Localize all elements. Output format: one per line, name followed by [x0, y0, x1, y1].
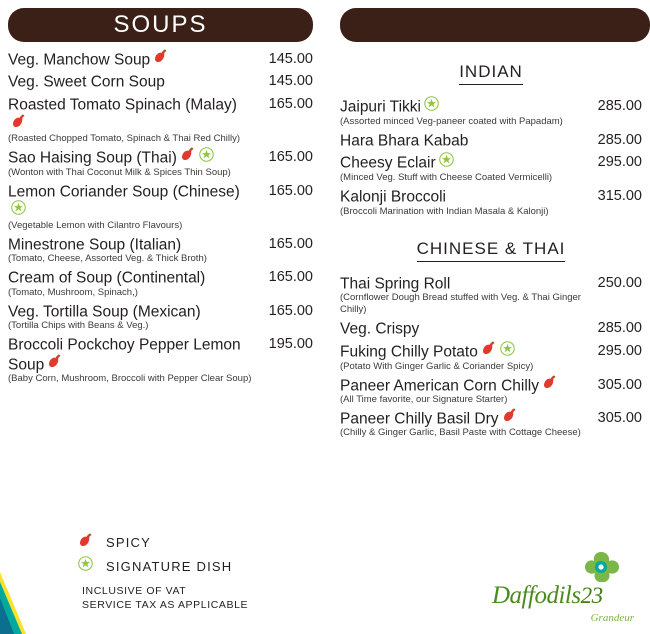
menu-item-name: Paneer Chilly Basil Dry [340, 409, 582, 428]
menu-item-price: 165.00 [268, 269, 313, 286]
decorative-corner [0, 524, 58, 634]
menu-item-left [8, 95, 261, 145]
menu-item [340, 151, 642, 185]
menu-item-left [340, 342, 590, 373]
menu-item [8, 333, 313, 386]
menu-item-name: Cream of Soup (Continental) [8, 269, 206, 287]
menu-item-left [8, 302, 261, 332]
menu-item-left [340, 376, 590, 406]
menu-item-left [8, 50, 261, 69]
brand-number: 23 [580, 583, 603, 608]
menu-item-name: Cheesy Eclair [340, 153, 582, 173]
menu-item-price: 145.00 [268, 51, 313, 67]
menu-item-name: Roasted Tomato Spinach (Malay) [8, 95, 253, 134]
spicy-icon [502, 408, 518, 427]
spicy-icon [11, 114, 27, 133]
legend [78, 530, 358, 612]
spicy-icon [542, 375, 558, 394]
soups-banner [8, 8, 313, 42]
spicy-icon [180, 147, 196, 166]
menu-item-name: Hara Bhara Kabab [340, 132, 469, 150]
menu-item-description: (Chilly & Ginger Garlic, Basil Paste with Cottage Cheese) [340, 427, 581, 439]
menu-item-price: 165.00 [268, 95, 313, 112]
menu-item-left [340, 187, 590, 217]
starters-column [340, 8, 642, 440]
menu-item [340, 185, 642, 218]
menu-section-heading: INDIAN [459, 52, 523, 85]
menu-item-description: (Roasted Chopped Tomato, Spinach & Thai Red Chilly) [8, 132, 240, 144]
menu-item-name: Veg. Manchow Soup [8, 50, 253, 69]
menu-item [8, 93, 313, 146]
menu-item [8, 48, 313, 70]
menu-item-price: 165.00 [268, 148, 313, 165]
menu-item [8, 233, 313, 266]
signature-dish-icon [199, 147, 214, 167]
menu-item-left [340, 97, 590, 128]
menu-item-description: (Tomato, Mushroom, Spinach,) [8, 286, 138, 298]
menu-item [340, 407, 642, 440]
menu-item-price: 195.00 [268, 336, 313, 353]
signature-dish-icon [11, 200, 26, 220]
soups-column [8, 8, 313, 386]
menu-item-left [8, 182, 261, 232]
legend-row-signature [78, 554, 358, 578]
menu-item-price: 305.00 [597, 376, 642, 393]
menu-item-left [8, 72, 261, 91]
legend-note-vat: INCLUSIVE OF VAT [82, 585, 187, 597]
menu-item-description: (Potato With Ginger Garlic & Coriander Spicy) [340, 360, 534, 372]
menu-item-name: Kalonji Broccoli [340, 188, 446, 206]
menu-section-heading-wrap [340, 42, 642, 89]
starters-sections [340, 42, 642, 440]
menu-item-description: (Baby Corn, Mushroom, Broccoli with Pepper Clear Soup) [8, 373, 252, 385]
menu-item-description: (All Time favorite, our Signature Starter) [340, 394, 508, 406]
menu-item-description: (Vegetable Lemon with Cilantro Flavours) [8, 220, 183, 232]
menu-item [340, 129, 642, 151]
menu-item [340, 340, 642, 374]
menu-section-items [340, 95, 642, 219]
starters-banner [340, 8, 650, 42]
signature-dish-icon [500, 341, 515, 361]
menu-item-left [340, 131, 590, 150]
menu-item [340, 374, 642, 407]
legend-row-spicy [78, 530, 358, 554]
brand-name-text: Daffodils [492, 582, 581, 609]
menu-section [340, 219, 642, 441]
menu-item-left [340, 153, 590, 184]
menu-item-name: Veg. Tortilla Soup (Mexican) [8, 303, 201, 321]
brand-logo [482, 550, 642, 628]
menu-section-items [340, 272, 642, 441]
menu-item [340, 317, 642, 339]
menu-item-name: Veg. Sweet Corn Soup [8, 73, 165, 91]
brand-sub: Grandeur [590, 612, 634, 624]
menu-section [340, 42, 642, 219]
menu-item-price: 165.00 [268, 236, 313, 253]
menu-item-left [8, 235, 261, 265]
menu-item [340, 272, 642, 317]
menu-item-left [8, 268, 261, 298]
menu-item-left [340, 409, 590, 439]
legend-label-signature: SIGNATURE DISH [106, 558, 233, 574]
menu-item-description: (Tomato, Cheese, Assorted Veg. & Thick Broth) [8, 253, 207, 265]
menu-item [8, 146, 313, 180]
legend-note-service-tax: SERVICE TAX AS APPLICABLE [82, 599, 249, 611]
menu-item-description: (Cornflower Dough Bread stuffed with Veg. & Thai Ginger Chilly) [340, 292, 581, 316]
menu-item-price: 165.00 [268, 302, 313, 319]
menu-item-description: (Wonton with Thai Coconut Milk & Spices Thin Soup) [8, 166, 231, 178]
menu-item-name: Broccoli Pockchoy Pepper Lemon Soup [8, 336, 241, 374]
spicy-icon [153, 49, 169, 68]
signature-dish-icon [424, 96, 439, 116]
menu-item-name: Paneer American Corn Chilly [340, 376, 582, 395]
spicy-icon [47, 354, 63, 373]
menu-item-price: 285.00 [597, 320, 642, 337]
menu-item-price: 165.00 [268, 182, 313, 199]
menu-item-price: 285.00 [597, 132, 642, 148]
signature-dish-icon [78, 556, 106, 576]
menu-item-name: Minestrone Soup (Italian) [8, 236, 182, 254]
menu-item [8, 266, 313, 299]
menu-item-price: 285.00 [597, 98, 642, 114]
soups-item-list [8, 48, 313, 386]
menu-item-name: Veg. Crispy [340, 320, 420, 338]
menu-item [8, 180, 313, 233]
menu-item-left [340, 319, 590, 338]
menu-item-name: Sao Haising Soup (Thai) [8, 148, 253, 168]
menu-item-description: (Broccoli Marination with Indian Masala & Kalonji) [340, 205, 549, 217]
menu-item-name: Thai Spring Roll [340, 275, 451, 293]
menu-item-price: 250.00 [597, 274, 642, 291]
brand-name [492, 582, 603, 610]
signature-dish-icon [439, 152, 454, 172]
menu-item-price: 305.00 [597, 410, 642, 427]
menu-item [8, 70, 313, 92]
menu-item-description: (Minced Veg. Stuff with Cheese Coated Vermicelli) [340, 172, 553, 184]
menu-item-left [8, 148, 261, 179]
menu-section-heading: CHINESE & THAI [417, 229, 566, 262]
spicy-icon [78, 533, 106, 552]
menu-item [8, 300, 313, 333]
menu-item-name: Lemon Coriander Soup (Chinese) [8, 182, 253, 221]
menu-item-description: (Assorted minced Veg-paneer coated with Papadam) [340, 116, 563, 127]
menu-section-heading-wrap [340, 219, 642, 266]
spicy-icon [481, 341, 497, 360]
menu-item-price: 145.00 [268, 73, 313, 90]
menu-item-left [340, 274, 590, 316]
menu-item-name: Jaipuri Tikki [340, 97, 582, 117]
menu-item-description: (Tortilla Chips with Beans & Veg.) [8, 320, 149, 332]
soups-banner-title: SOUPS [113, 11, 208, 38]
legend-label-spicy: SPICY [106, 534, 152, 550]
menu-item [340, 95, 642, 129]
menu-item-left [8, 335, 261, 385]
menu-item-price: 295.00 [597, 342, 642, 359]
menu-item-price: 315.00 [597, 188, 642, 205]
menu-item-price: 295.00 [597, 154, 642, 171]
menu-item-name: Fuking Chilly Potato [340, 342, 582, 362]
